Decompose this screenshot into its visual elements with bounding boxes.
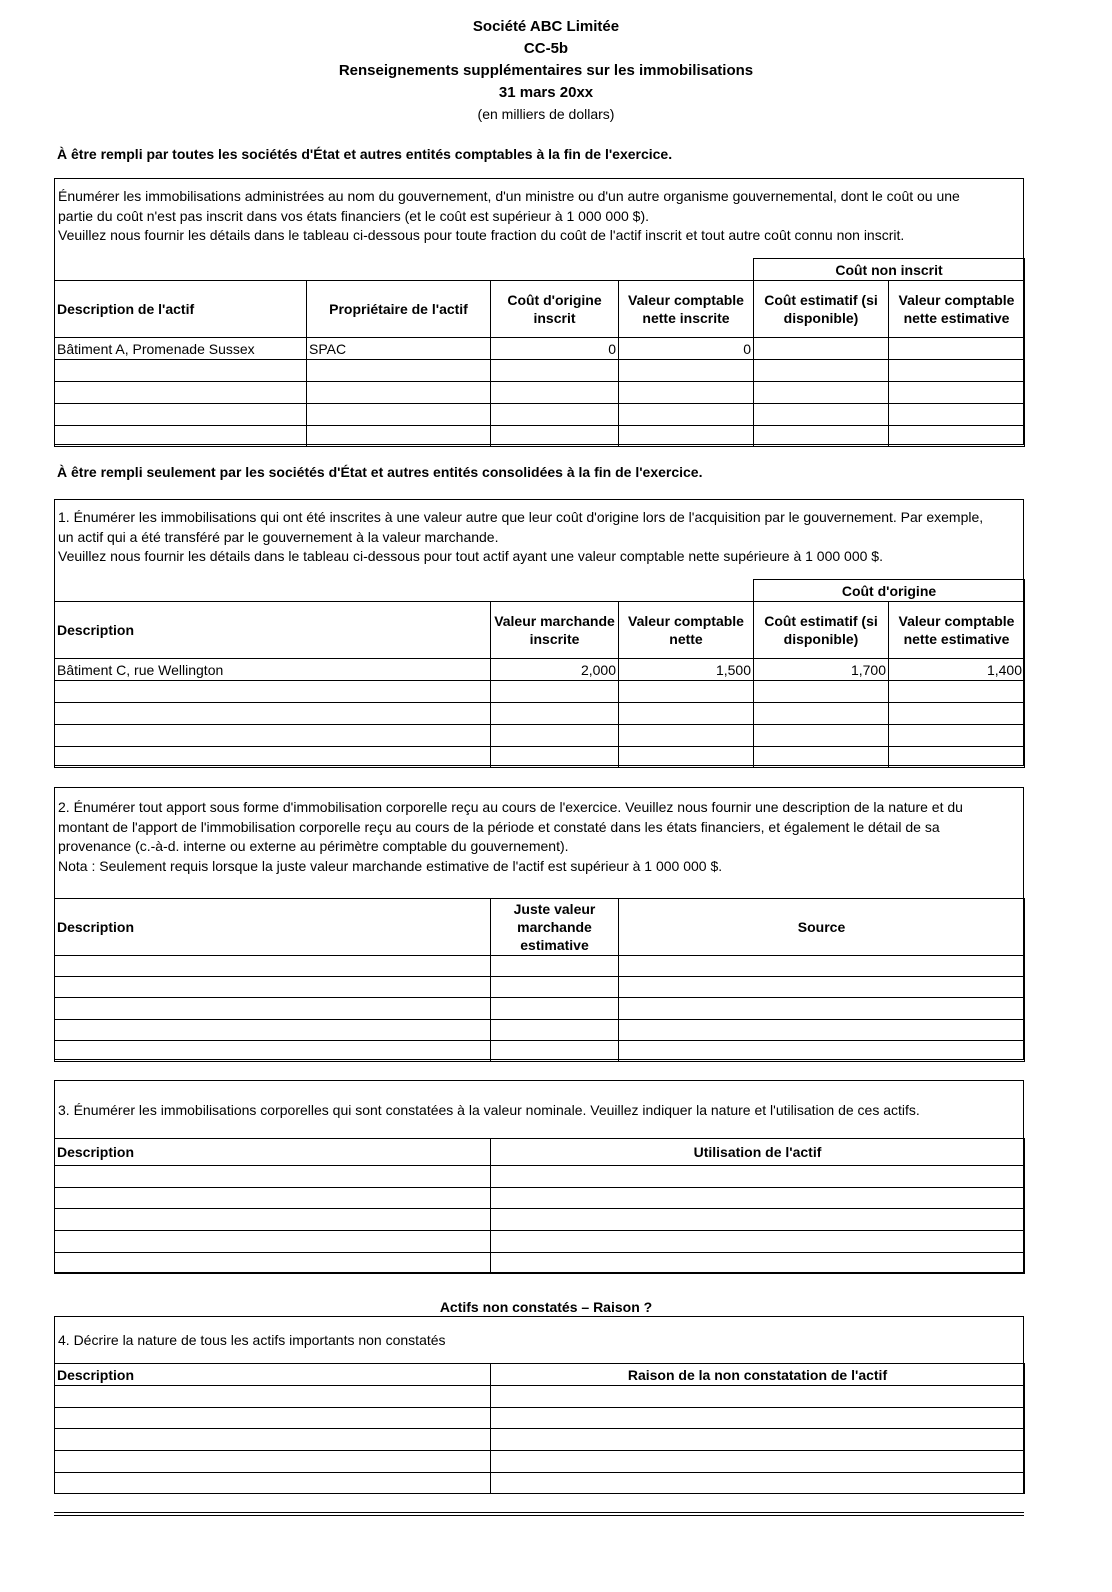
column-header: Propriétaire de l'actif — [307, 281, 491, 338]
table-cell[interactable] — [889, 404, 1025, 426]
table-row — [55, 1451, 1025, 1473]
table-cell[interactable] — [55, 977, 491, 998]
intro-line: montant de l'apport de l'immobilisation corporelle reçu au cours de la période et constaté dans les états financiers, et également le détail de sa — [58, 818, 940, 835]
table-cell[interactable] — [491, 998, 619, 1020]
intro-line: Veuillez nous fournir les détails dans le tableau ci-dessous pour toute fraction du coût de l'actif inscrit et tout autre coût connu non inscrit. — [58, 227, 905, 243]
table-cell[interactable] — [307, 426, 491, 447]
column-header: Description — [55, 899, 491, 956]
table-cell[interactable] — [55, 1429, 491, 1451]
table-row — [55, 404, 1025, 426]
table-cell[interactable] — [55, 1188, 491, 1209]
table-row — [55, 1408, 1025, 1429]
table-row — [55, 977, 1025, 998]
report-date: 31 mars 20xx — [498, 84, 594, 101]
table-row — [55, 1188, 1025, 1209]
table-cell[interactable] — [55, 1253, 491, 1274]
table-cell[interactable]: 2,000 — [491, 659, 619, 681]
footer-rule — [54, 1512, 1024, 1513]
table-cell[interactable] — [491, 1041, 619, 1062]
column-header: Description — [55, 1364, 491, 1386]
part4-box — [54, 1316, 1024, 1494]
table-cell[interactable] — [491, 1429, 1025, 1451]
intro-line: 4. Décrire la nature de tous les actifs importants non constatés — [58, 1332, 446, 1348]
table-row — [55, 1231, 1025, 1253]
table-cell[interactable] — [491, 1451, 1025, 1473]
table-cell[interactable] — [889, 426, 1025, 447]
part2-intro — [58, 798, 1017, 876]
part1-box — [54, 499, 1024, 766]
table-row — [55, 382, 1025, 404]
column-header: Valeur comptable nette inscrite — [619, 281, 754, 338]
table-cell[interactable] — [619, 382, 754, 404]
part1-intro — [58, 508, 1017, 567]
table-cell[interactable] — [889, 338, 1025, 360]
intro-line: Veuillez nous fournir les détails dans le tableau ci-dessous pour tout actif ayant une valeur comptable nette supérieure à 1 000 000 $. — [58, 548, 883, 564]
table-cell[interactable] — [55, 1386, 491, 1408]
table-cell[interactable] — [55, 1231, 491, 1253]
intro-line: provenance (c.-à-d. interne ou externe au périmètre comptable du gouvernement). — [58, 838, 569, 854]
table-cell[interactable] — [491, 1473, 1025, 1494]
section-all-heading: À être rempli par toutes les sociétés d'État et autres entités comptables à la fin de l'exercice. — [57, 146, 673, 162]
table-cell[interactable] — [619, 998, 1025, 1020]
group-header-cout-non-inscrit: Coût non inscrit — [754, 259, 1025, 281]
table-row — [55, 659, 1025, 681]
table-cell[interactable] — [491, 1253, 1025, 1274]
table-row — [55, 360, 1025, 382]
table-cell[interactable]: Bâtiment A, Promenade Sussex — [55, 338, 307, 360]
table-row — [55, 703, 1025, 725]
table-cell[interactable] — [55, 1408, 491, 1429]
table-row — [55, 1166, 1025, 1188]
table-cell[interactable] — [754, 681, 889, 703]
intro-line: Énumérer les immobilisations administrées au nom du gouvernement, d'un ministre ou d'un autre organisme gouvernemental, dont le coût ou une — [58, 188, 960, 204]
table-cell[interactable] — [619, 703, 754, 725]
table-cell[interactable] — [754, 382, 889, 404]
table-row — [55, 1429, 1025, 1451]
nominal-value-assets-table — [54, 1138, 1025, 1274]
intro-line: 3. Énumérer les immobilisations corporelles qui sont constatées à la valeur nominale. Veuillez indiquer la nature et l'utilisation de ces actifs. — [58, 1102, 920, 1118]
table-cell[interactable] — [889, 360, 1025, 382]
column-header: Coût estimatif (si disponible) — [754, 602, 889, 659]
table-cell[interactable] — [619, 426, 754, 447]
column-header: Valeur comptable nette — [619, 602, 754, 659]
table-cell[interactable] — [491, 382, 619, 404]
table-cell[interactable] — [619, 725, 754, 747]
form-code: CC-5b — [523, 40, 569, 57]
table-cell[interactable] — [491, 956, 619, 977]
table-cell[interactable] — [55, 1473, 491, 1494]
table-cell[interactable] — [55, 1041, 491, 1062]
part4-intro — [58, 1331, 1017, 1351]
table-cell[interactable] — [491, 725, 619, 747]
table-cell[interactable]: Bâtiment C, rue Wellington — [55, 659, 491, 681]
table-row — [55, 956, 1025, 977]
company-name: Société ABC Limitée — [472, 18, 620, 35]
column-header: Description de l'actif — [55, 281, 307, 338]
table-cell[interactable] — [619, 747, 754, 768]
table-row — [55, 1020, 1025, 1041]
intro-line: partie du coût n'est pas inscrit dans vos états financiers (et le coût est supérieur à 1 000 000 $). — [58, 207, 650, 224]
table-cell[interactable] — [491, 747, 619, 768]
table-cell[interactable] — [55, 747, 491, 768]
section-consolidated-heading: À être rempli seulement par les sociétés d'État et autres entités consolidées à la fin de l'exercice. — [57, 464, 703, 480]
table-cell[interactable] — [491, 703, 619, 725]
part3-box — [54, 1080, 1024, 1273]
intro-line: 2. Énumérer tout apport sous forme d'immobilisation corporelle reçu au cours de l'exercice. Veuillez nous fournir une description de la nature et du — [58, 799, 963, 815]
table-row — [55, 1473, 1025, 1494]
column-header: Raison de la non constatation de l'actif — [491, 1364, 1025, 1386]
table-cell[interactable]: 0 — [619, 338, 754, 360]
column-header: Valeur marchande inscrite — [491, 602, 619, 659]
table-cell[interactable] — [619, 1020, 1025, 1041]
intro-line: Nota : Seulement requis lorsque la juste valeur marchande estimative de l'actif est supérieur à 1 000 000 $. — [58, 857, 723, 874]
column-header: Coût estimatif (si disponible) — [754, 281, 889, 338]
table-cell[interactable] — [55, 360, 307, 382]
table-cell[interactable] — [491, 1209, 1025, 1231]
table-cell[interactable] — [754, 703, 889, 725]
table-cell[interactable] — [55, 1166, 491, 1188]
section-all-intro — [58, 187, 1017, 246]
footer-rule — [54, 1515, 1024, 1516]
table-cell[interactable] — [754, 725, 889, 747]
table-cell[interactable] — [491, 1386, 1025, 1408]
non-cost-assets-table — [54, 579, 1025, 768]
table-cell[interactable] — [55, 956, 491, 977]
table-cell[interactable] — [55, 1020, 491, 1041]
table-cell[interactable] — [491, 1166, 1025, 1188]
table-cell[interactable] — [55, 426, 307, 447]
column-header: Source — [619, 899, 1025, 956]
table-cell[interactable] — [491, 1231, 1025, 1253]
column-header: Description — [55, 1139, 491, 1166]
table-cell[interactable] — [619, 404, 754, 426]
table-cell[interactable] — [619, 977, 1025, 998]
table-cell[interactable] — [307, 404, 491, 426]
intro-line: 1. Énumérer les immobilisations qui ont été inscrites à une valeur autre que leur coût d'origine lors de l'acquisition par le gouvernement. Par exemple, — [58, 509, 984, 525]
table-cell[interactable] — [889, 382, 1025, 404]
table-cell[interactable] — [307, 360, 491, 382]
part3-intro — [58, 1101, 1017, 1121]
table-cell[interactable] — [55, 382, 307, 404]
unrecognized-assets-table — [54, 1363, 1025, 1494]
table-cell[interactable]: 1,400 — [889, 659, 1025, 681]
table-cell[interactable] — [491, 404, 619, 426]
table-cell[interactable] — [619, 956, 1025, 977]
table-cell[interactable] — [754, 404, 889, 426]
table-cell[interactable] — [889, 681, 1025, 703]
part2-box — [54, 787, 1024, 1060]
table-cell[interactable] — [55, 1451, 491, 1473]
table-row — [55, 338, 1025, 360]
table-cell[interactable] — [889, 703, 1025, 725]
table-cell[interactable] — [889, 725, 1025, 747]
table-cell[interactable] — [889, 747, 1025, 768]
table-cell[interactable] — [619, 360, 754, 382]
table-cell[interactable] — [754, 747, 889, 768]
table-row — [55, 1209, 1025, 1231]
table-cell[interactable] — [55, 681, 491, 703]
column-header: Valeur comptable nette estimative — [889, 281, 1025, 338]
table-cell[interactable] — [491, 977, 619, 998]
group-header-cout-origine: Coût d'origine — [754, 580, 1025, 602]
table-row — [55, 1041, 1025, 1062]
column-header: Utilisation de l'actif — [491, 1139, 1025, 1166]
table-cell[interactable] — [55, 404, 307, 426]
table-cell[interactable] — [491, 1188, 1025, 1209]
contributions-table — [54, 898, 1025, 1062]
units-note: (en milliers de dollars) — [477, 106, 615, 122]
table-cell[interactable] — [619, 1041, 1025, 1062]
table-row — [55, 747, 1025, 768]
table-cell[interactable] — [619, 681, 754, 703]
table-cell[interactable] — [55, 1209, 491, 1231]
table-cell[interactable]: 1,500 — [619, 659, 754, 681]
form-title: Renseignements supplémentaires sur les immobilisations — [338, 62, 754, 79]
column-header: Juste valeur marchande estimative — [491, 899, 619, 956]
table-row — [55, 725, 1025, 747]
column-header: Description — [55, 602, 491, 659]
table-cell[interactable] — [491, 681, 619, 703]
part4-heading: Actifs non constatés – Raison ? — [439, 1299, 653, 1315]
table-cell[interactable] — [55, 725, 491, 747]
column-header: Valeur comptable nette estimative — [889, 602, 1025, 659]
table-row — [55, 1386, 1025, 1408]
table-row — [55, 1253, 1025, 1274]
table-cell[interactable]: 0 — [491, 338, 619, 360]
table-cell[interactable] — [55, 703, 491, 725]
table-cell[interactable] — [491, 426, 619, 447]
table-row — [55, 426, 1025, 447]
section-all-box — [54, 178, 1024, 445]
table-cell[interactable] — [754, 360, 889, 382]
unrecorded-assets-table — [54, 258, 1025, 447]
table-row — [55, 681, 1025, 703]
table-cell[interactable] — [754, 338, 889, 360]
table-cell[interactable]: 1,700 — [754, 659, 889, 681]
table-cell[interactable] — [754, 426, 889, 447]
table-cell[interactable] — [491, 1020, 619, 1041]
table-cell[interactable] — [491, 360, 619, 382]
table-cell[interactable]: SPAC — [307, 338, 491, 360]
table-cell[interactable] — [307, 382, 491, 404]
column-header: Coût d'origine inscrit — [491, 281, 619, 338]
intro-line: un actif qui a été transféré par le gouvernement à la valeur marchande. — [58, 528, 499, 545]
table-row — [55, 998, 1025, 1020]
table-cell[interactable] — [55, 998, 491, 1020]
table-cell[interactable] — [491, 1408, 1025, 1429]
